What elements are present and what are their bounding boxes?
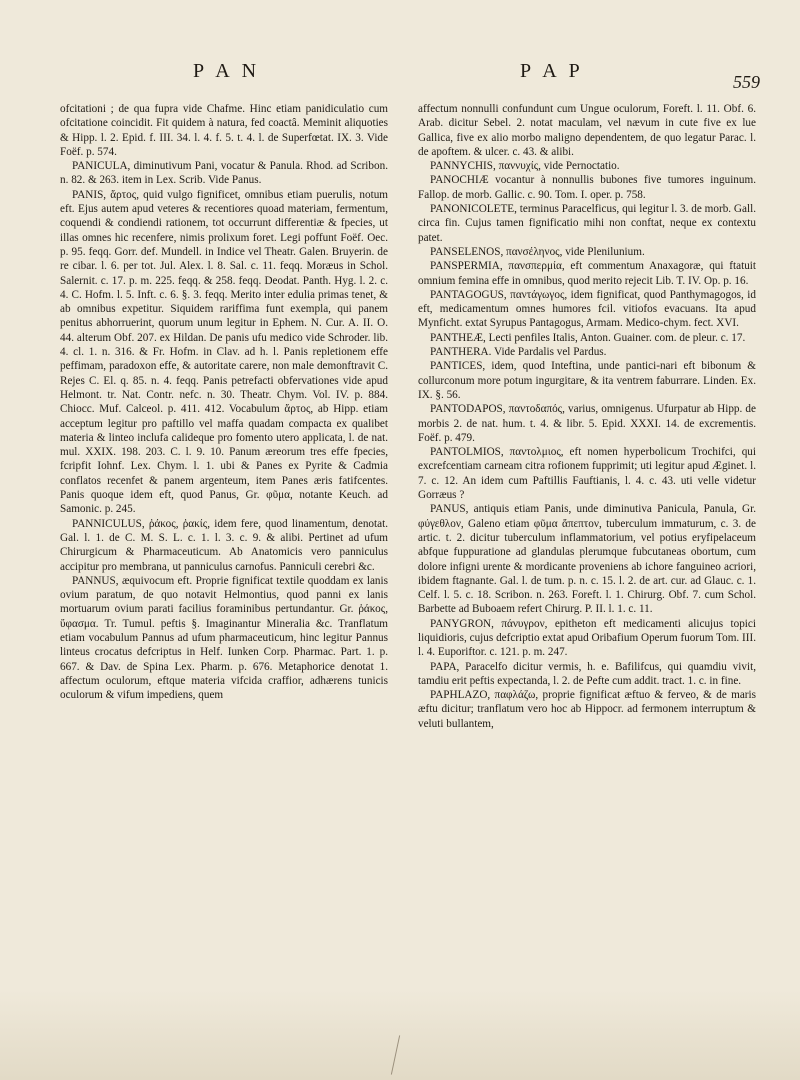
entry-paragraph: PANTHEÆ, Lecti penfiles Italis, Anton. Guainer. com. de pleur. c. 17. — [430, 331, 746, 344]
entry-paragraph: PANNICULUS, ῥάκος, ῥακίς, idem fere, quod linamentum, denotat. Gal. l. 1. de C. M. S. L. c. 1. l. 3. c. 9. & alibi. Pertinet ad ufum Chirurgicum & Pharmaceuticum. Ab Anatomicis vero panniculus accipitur pro membrana, ut panniculus carnofus. Panniculi cerebri &c. — [60, 517, 388, 573]
entry-paragraph: PANSPERMIA, πανσπερμία, eft commentum Anaxagoræ, qui ftatuit omnium femina effe in omnibus, quod merito rejecit Lib. T. IV. Op. p. 16. — [418, 260, 756, 287]
entry-paragraph: PANONICOLETE, terminus Paracelficus, qui legitur l. 3. de morb. Gall. circa fin. Cujus tamen fignificatio mihi non conftat, neque ex contextu patet. — [418, 203, 756, 244]
entry-paragraph: ofcitationi ; de qua fupra vide Chafme. Hinc etiam panidiculatio cum ofcitatione coincidit. Fit quidem à natura, fed coactâ. Meminit aliquoties & Hipp. l. 2. Epid. f. III. 34. l. 4. f. 5. t. 4. l. de Superfœtat. IX. 3. Vide Foëf. p. 574. — [60, 103, 388, 158]
entry-paragraph: PANYGRON, πάνυγρον, epitheton eft medicamenti alicujus topici liquidioris, cujus defcriptio extat apud Oribafium Operum fuorum Tom. III. l. 4. Euporiftor. c. 121. p. m. 247. — [418, 617, 756, 659]
entry-paragraph: PANTOLMIOS, παντολμιος, eft nomen hyperbolicum Trochifci, qui excrefcentiam carneam citra rofionem fupprimit; uti legitur apud Æginet. l. 7. c. 12. An idem cum Paftillis Fauftianis, l. 4. c. 43. uti velle videtur Gorræus ? — [418, 446, 756, 502]
entry-paragraph: PANIS, ἄρτος, quid vulgo fignificet, omnibus etiam puerulis, notum eft. Ejus autem apud veteres & recentiores quoad materiam, fermentum, coquendi & condiendi rationem, tot occurrunt differentiæ & fpecies, ut illas omnes hic recenfere, nimis prolixum foret. Legi poffunt Foëf. Oec. p. 95. feqq. Gorr. def. Mundell. in Indice vel Theatr. Galen. Bruyerin. de re cibar. l. 6. per tot. Jul. Alex. l. 8. Sal. c. 11. feqq. Moræus in Schol. Salernit. c. 17. p. m. 225. feqq. & 258. feqq. Deodat. Panth. Hyg. l. 2. c. 4. C. Hofm. l. 5. Inft. c. 6. §. 3. feqq. Merito inter edulia primas tenet, & ab omnibus expetitur. Siquidem rariffima funt exempla, qui panem penitus abhorruerint, quorum unum legitur in Ephem. N. Cur. A. II. O. 44. alterum Obf. 207. ex Hildan. De panis ufu medico vide Schroder. lib. 4. cl. 1. n. 316. & Fr. Hofm. in Clav. ad h. l. Panis repletionem effe peffimam, paradoxon effe, & autoritate carere, non male demonftravit C. Rejes C. El. q. 85. n. 4. feqq. Panis petrefacti obfervationes vide apud Helmont. tr. Nat. Contr. nefc. n. 30. Theatr. Chym. Vol. IV. p. 884. Chiocc. Muf. Calceol. p. 411. 412. Vocabulum ἄρτος, ab Hipp. etiam acceptum legitur pro paftillo vel maffa quadam compacta ex qualibet materia & linteo inclufa calideque pro fomento utero applicata, l. de nat. mul. XXIX. 198. 203. C. l. 9. 10. Panum æreorum tres effe fpecies, fcripfit Iohnf. Lex. Chym. l. 1. ubi & Panes ex Pyrite & Cadmia conflatos recenfet & panem argenteum, item Panes æris fatifcentes. Panis quoque idem eft, quod Panus, Gr. φῦμα, notante Keuch. ad Samonic. p. 245. — [60, 188, 388, 516]
entry-paragraph: PANTICES, idem, quod Inteftina, unde pantici-nari eft bibonum & collurconum more potum ingurgitare, & ita ventrem faburrare. Linden. Ex. IX. §. 56. — [418, 360, 756, 401]
entry-paragraph: affectum nonnulli confundunt cum Ungue oculorum, Foreft. l. 11. Obf. 6. Arab. dicitur Sebel. 2. notat maculam, vel nævum in cute five ex lue Gallica, five ex alio morbo maligno dependentem, de quo legatur Parac. l. de apoftem. & ulcer. c. 43. & alibi. — [418, 103, 756, 158]
entry-paragraph: PANUS, antiquis etiam Panis, unde diminutiva Panicula, Panula, Gr. φύγεθλον, Galeno etiam φῦμα ἄπεπτον, tuberculum immaturum, c. 3. de artic. t. 2. dicitur tuberculum inflammatorium, vel potius eryfipelaceum abfque fuppuratione ad glandulas plerumque fubcutaneas obortum, cum dolore infigni urente & mordicante proveniens ab ichore fanguineo acriori, ibidem ftagnante. Gal. l. de tum. p. n. c. 15. l. 2. de art. cur. ad Glauc. c. 1. Celf. l. 5. c. 18. Scribon. n. 263. Foreft. l. 1. Chirurg. Obf. 7. cum Schol. Barbette ad Buboaem refert Chirurg. P. II. l. 1. c. 11. — [418, 503, 756, 616]
entry-paragraph: PANNYCHIS, παννυχίς, vide Pernoctatio. — [430, 160, 620, 173]
right-column — [418, 102, 756, 731]
entry-paragraph: PANOCHIÆ vocantur à nonnullis bubones five tumores inguinum. Fallop. de morb. Gallic. c. 90. Tom. I. oper. p. 758. — [418, 174, 756, 201]
entry-paragraph: PANTAGOGUS, παντάγωγος, idem fignificat, quod Panthymagogos, id eft, medicamentum omnes humores fcil. vitiofos evacuans. Ita apud Mynficht. extat Syrupus Pantagogus, Armam. Medico-chym. fect. XVI. — [418, 288, 756, 330]
header-right-word: P A P — [520, 60, 584, 82]
entry-paragraph: PANSELENOS, πανσέληνος, vide Plenilunium. — [430, 245, 645, 258]
entry-paragraph: PANTHERA. Vide Pardalis vel Pardus. — [430, 346, 607, 359]
entry-paragraph: PANTODAPOS, παντοδαπός, varius, omnigenus. Ufurpatur ab Hipp. de morbis 2. de nat. hum. t. 4. & libr. 5. Epid. XXXI. 14. de excrementis. Foëf. p. 479. — [418, 403, 756, 444]
entry-paragraph: PANNUS, æquivocum eft. Proprie fignificat textile quoddam ex lanis ovium paratum, de quo notavit Helmontius, quod panni ex lanis mortuarum ovium parati facilius foraminibus pertundantur. Gr. ῥάκος, ὕφασμα. Tr. Tumul. peftis §. Imaginantur Mineralia &c. Tranflatum etiam vocabulum Pannus ad ufum pharmaceuticum, hinc legitur Pannus linteus crocatus defcriptus in Helf. Iunken Corp. Pharmac. Part. 1. p. 667. & Dav. de Spina Lex. Pharm. p. 676. Metaphorice denotat 1. affectum oculorum, eftque materia vifcida craffior, adhærens tunicis oculorum & vifum impediens, quem — [60, 574, 388, 702]
page-number: 559 — [733, 72, 760, 92]
left-column — [60, 102, 388, 702]
entry-paragraph: PAPHLAZO, παφλάζω, proprie fignificat æftuo & ferveo, & de maris æftu dicitur; tranflatum vero hoc ab Hippocr. ad fermonem interruptum & veluti bullantem, — [418, 689, 756, 730]
entry-paragraph: PANICULA, diminutivum Pani, vocatur & Panula. Rhod. ad Scribon. n. 82. & 263. item in Lex. Scrib. Vide Panus. — [60, 160, 388, 187]
header-left: P A N — [193, 60, 261, 82]
running-header — [58, 60, 760, 94]
entry-paragraph: PAPA, Paracelfo dicitur vermis, h. e. Bafilifcus, qui quamdiu vivit, tamdiu erit peftis expectanda, l. 2. de Pefte cum addit. tract. 1. c. in fine. — [418, 660, 756, 687]
